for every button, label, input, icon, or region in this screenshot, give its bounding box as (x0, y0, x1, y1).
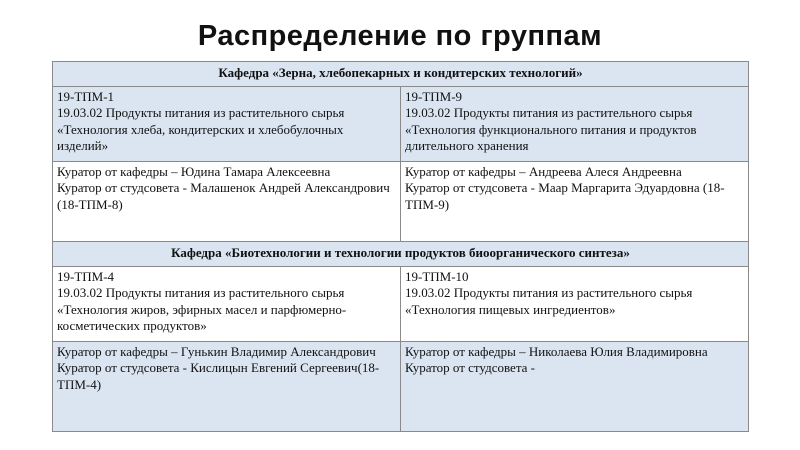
council-curator: Куратор от студсовета - (405, 360, 536, 375)
distribution-table (52, 61, 749, 432)
department-curator: Куратор от кафедры – Андреева Алеся Андреевна (405, 163, 682, 179)
group-program: 19.03.02 Продукты питания из растительного сырья (405, 285, 693, 300)
curator-cell (53, 161, 401, 241)
group-cell (53, 266, 401, 341)
group-code: 19-ТПМ-10 (405, 268, 469, 284)
group-profile: «Технология пищевых ингредиентов» (405, 301, 616, 317)
curator-cell (53, 341, 401, 431)
group-profile: «Технология жиров, эфирных масел и парфюмерно-косметических продуктов» (57, 301, 347, 333)
group-cell (53, 86, 401, 161)
department-curator: Куратор от кафедры – Николаева Юлия Владимировна (405, 343, 708, 359)
curator-cell (401, 341, 749, 431)
group-row (53, 86, 749, 161)
page-title: Распределение по группам (197, 20, 603, 52)
group-profile: «Технология хлеба, кондитерских и хлебобулочных изделий» (57, 121, 344, 153)
group-program: 19.03.02 Продукты питания из растительного сырья (405, 105, 693, 120)
group-code: 19-ТПМ-4 (57, 268, 115, 284)
curator-cell (401, 161, 749, 241)
council-curator: Куратор от студсовета - Малашенок Андрей Александрович (18-ТПМ-8) (57, 180, 390, 212)
council-curator: Куратор от студсовета - Маар Маргарита Эдуардовна (18-ТПМ-9) (405, 180, 725, 212)
group-cell (401, 266, 749, 341)
group-code: 19-ТПМ-1 (57, 88, 115, 104)
curator-row (53, 341, 749, 431)
group-row (53, 266, 749, 341)
department-name: Кафедра «Биотехнологии и технологии продуктов биоорганического синтеза» (53, 241, 749, 266)
group-program: 19.03.02 Продукты питания из растительного сырья (57, 105, 345, 120)
department-name: Кафедра «Зерна, хлебопекарных и кондитерских технологий» (53, 62, 749, 87)
group-cell (401, 86, 749, 161)
curator-row (53, 161, 749, 241)
department-curator: Куратор от кафедры – Гунькин Владимир Александрович (57, 343, 376, 359)
department-curator: Куратор от кафедры – Юдина Тамара Алексеевна (57, 163, 331, 179)
group-code: 19-ТПМ-9 (405, 88, 463, 104)
department-header-row (53, 62, 749, 87)
council-curator: Куратор от студсовета - Кислицын Евгений Сергеевич(18-ТПМ-4) (57, 360, 380, 392)
department-header-row (53, 241, 749, 266)
group-profile: «Технология функционального питания и продуктов длительного хранения (405, 121, 697, 153)
group-program: 19.03.02 Продукты питания из растительного сырья (57, 285, 345, 300)
